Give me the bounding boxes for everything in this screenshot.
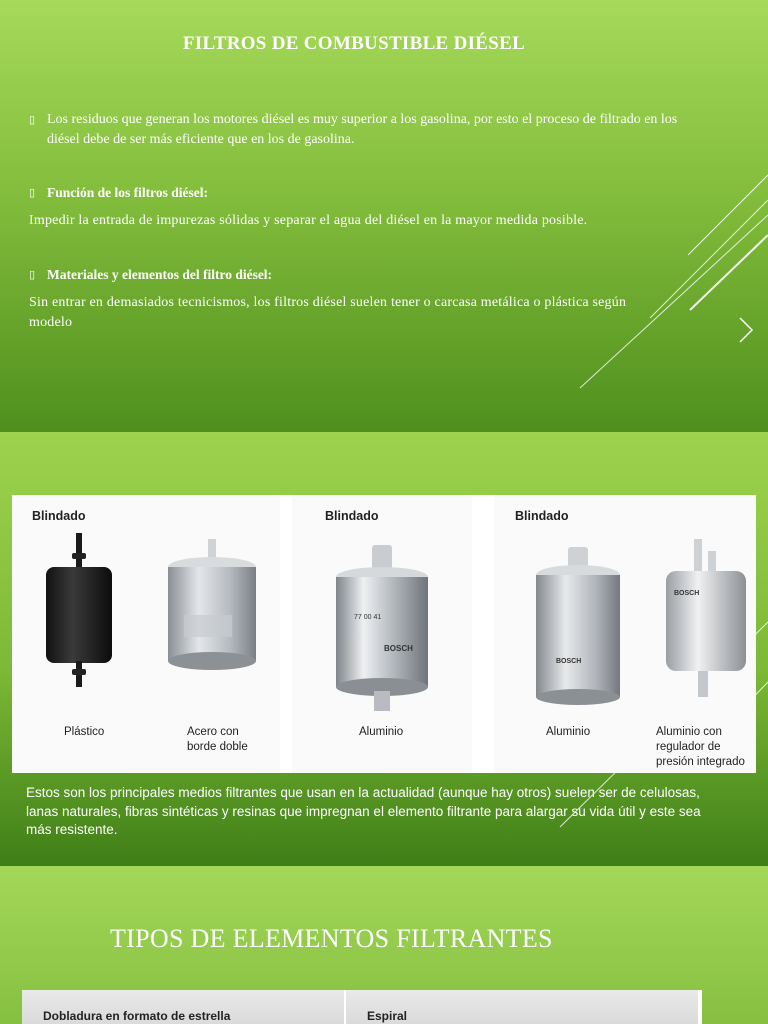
panel-2-header: Blindado [325, 509, 379, 523]
bullet-icon: ▯ [29, 187, 36, 199]
filter-media-caption: Estos son los principales medios filtrantes que usan en la actualidad (aunque hay otros) suelen ser de celulosas, lanas naturales, fibras sintéticas y resinas que impregnan el elemento filtrante para alargar su vida útil y este sea más resistente. [26, 785, 701, 837]
bullet-icon: ▯ [29, 269, 36, 281]
bullet-function [29, 183, 689, 203]
bullet-icon: ▯ [29, 114, 36, 126]
brand-label: BOSCH [384, 644, 413, 653]
label-aluminio-1: Aluminio [359, 726, 404, 738]
table-header-cell [346, 990, 698, 1024]
svg-text:77 00 41: 77 00 41 [354, 614, 382, 621]
slide-title: FILTROS DE COMBUSTIBLE DIÉSEL [182, 33, 526, 54]
slide-2 [0, 432, 768, 866]
table-header-cell [22, 990, 346, 1024]
brand-label: BOSCH [556, 658, 582, 665]
panel-1-header: Blindado [32, 509, 86, 523]
filter-types-table [22, 990, 702, 1024]
label-acero: Acero con borde doble [187, 726, 248, 753]
function-text: Impedir la entrada de impurezas sólidas y separar el agua del diésel en la mayor medida posible. [29, 213, 588, 228]
label-plastico: Plástico [64, 726, 105, 738]
brand-label: BOSCH [674, 590, 700, 597]
col-estrella: Dobladura en formato de estrella [43, 1009, 231, 1023]
heading-function: Función de los filtros diésel: [47, 185, 209, 200]
bullet-intro-text: Los residuos que generan los motores diésel es muy superior a los gasolina, por esto el proceso de filtrado en los diésel debe de ser más eficiente que en los de gasolina. [47, 112, 678, 147]
slide-3 [0, 866, 768, 1024]
col-espiral: Espiral [367, 1009, 408, 1023]
photo-panel-3 [494, 495, 756, 773]
next-arrow-icon [740, 318, 752, 342]
slide-1 [0, 0, 768, 432]
bullet-intro [29, 110, 689, 150]
filters-photo [12, 495, 756, 773]
panel-3-header: Blindado [515, 509, 569, 523]
photo-panel-1 [12, 495, 280, 773]
materials-text: Sin entrar en demasiados tecnicismos, los filtros diésel suelen tener o carcasa metálica o plástica según modelo [29, 295, 627, 330]
label-aluminio-2: Aluminio [546, 726, 591, 738]
photo-panel-2 [292, 495, 472, 773]
label-aluminio-regulador: Aluminio con regulador de presión integrado [656, 726, 745, 768]
slide-3-title: TIPOS DE ELEMENTOS FILTRANTES [110, 924, 553, 953]
bullet-materials [29, 265, 689, 285]
heading-materials: Materiales y elementos del filtro diésel: [47, 267, 273, 282]
